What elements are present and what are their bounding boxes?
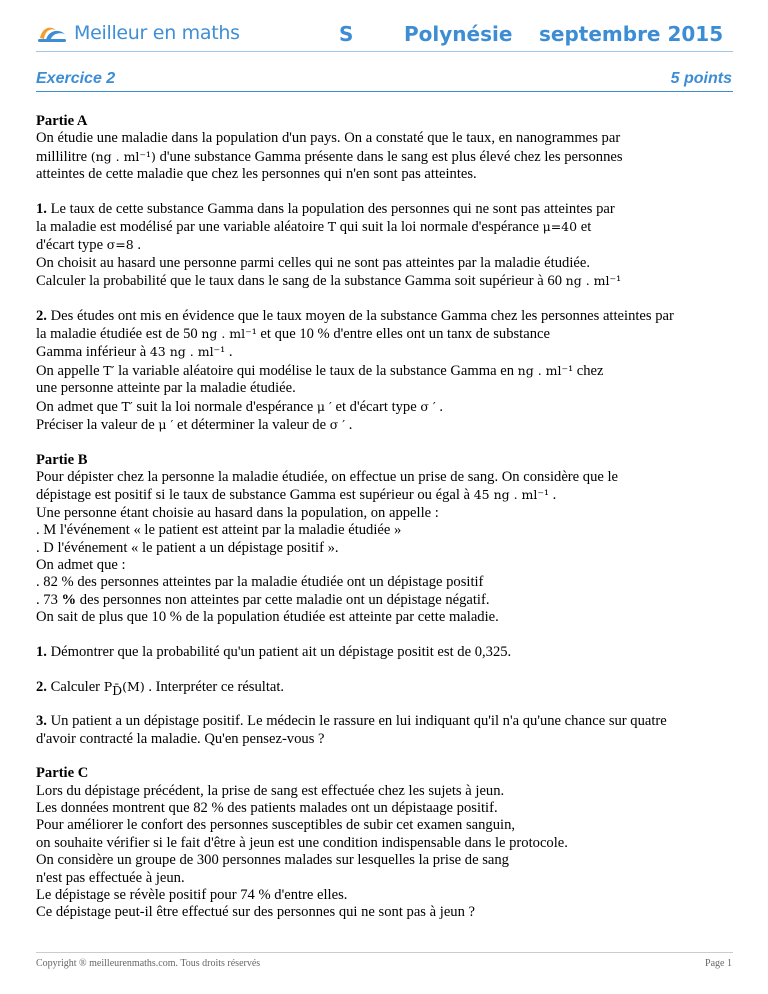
part-b-line-7: . 82 % des personnes atteintes par la maladie étudiée ont un dépistage positif xyxy=(36,574,484,591)
part-a-q1-line-5: Calculer la probabilité que le taux dans le sang de la substance Gamma soit supérieur à 60 ng . ml⁻¹ xyxy=(36,273,622,290)
part-c-line-4: on souhaite vérifier si le fait d'être à jeun est une condition indispensable dans le protocole. xyxy=(36,834,568,851)
part-b-title: Partie B xyxy=(36,451,88,468)
part-a-q2-line-3: Gamma inférieur à 43 ng . ml⁻¹ . xyxy=(36,344,233,361)
header-divider xyxy=(36,51,733,52)
part-c-title: Partie C xyxy=(36,765,89,782)
exercise-content xyxy=(36,113,736,922)
exercise-title: Exercice 2 xyxy=(36,70,116,87)
part-b-line-8: . 73 % des personnes non atteintes par cette maladie ont un dépistage négatif. xyxy=(36,591,490,608)
part-a-title: Partie A xyxy=(36,113,88,129)
part-c-line-8: Ce dépistage peut-il être effectué sur des personnes qui ne sont pas à jeun ? xyxy=(36,904,476,921)
part-a-q2-line-1: 2. Des études ont mis en évidence que le taux moyen de la substance Gamma chez les personnes atteintes par xyxy=(36,307,674,324)
part-b-line-9: On sait de plus que 10 % de la population étudiée est atteinte par cette maladie. xyxy=(36,609,499,626)
logo-icon xyxy=(36,22,68,44)
page-header xyxy=(36,18,733,54)
part-b-q3-line-2: d'avoir contracté la maladie. Qu'en pensez-vous ? xyxy=(36,730,325,747)
part-a-q2-line-4: On appelle T′ la variable aléatoire qui modélise le taux de la substance Gamma en ng . ml⁻¹ chez xyxy=(36,362,604,379)
part-b-q1: 1. Démontrer que la probabilité qu'un patient ait un dépistage positit est de 0,325. xyxy=(36,643,512,660)
part-a-intro-3: atteintes de cette maladie que chez les personnes qui n'en sont pas atteintes. xyxy=(36,166,477,183)
part-b-q2: 2. Calculer $P_{D̄}(M)$ . Interpréter ce résultat. xyxy=(36,678,285,698)
part-a-q1-line-2: la maladie est modélisé par une variable aléatoire T qui suit la loi normale d'espérance μ=40 et xyxy=(36,219,592,236)
part-a-q1-line-4: On choisit au hasard une personne parmi celles qui ne sont pas atteintes par la maladie étudiée. xyxy=(36,254,590,271)
logo-text: Meilleur en maths xyxy=(74,22,240,44)
part-b-line-2: dépistage est positif si le taux de substance Gamma est supérieur ou égal à 45 ng . ml⁻¹ . xyxy=(36,487,557,504)
part-a-q2-line-6: On admet que T′ suit la loi normale d'espérance μ ′ et d'écart type σ ′ . xyxy=(36,398,444,415)
part-c-line-2: Les données montrent que 82 % des patients malades ont un dépistaage positif. xyxy=(36,800,498,816)
part-a-q2-line-5: une personne atteinte par la maladie étudiée. xyxy=(36,380,296,397)
part-a-q1-line-3: d'écart type σ=8 . xyxy=(36,237,141,254)
part-a-intro-2: millilitre (ng . ml⁻¹) d'une substance Gamma présente dans le sang est plus élevé chez les personnes xyxy=(36,148,623,165)
footer-copyright: Copyright ® meilleurenmaths.com. Tous droits réservés xyxy=(36,958,261,969)
part-a-intro-1: On étudie une maladie dans la population d'un pays. On a constaté que le taux, en nanogrammes par xyxy=(36,130,621,147)
header-place: Polynésie xyxy=(404,22,513,46)
part-a-q2-line-2: la maladie étudiée est de 50 ng . ml⁻¹ et que 10 % d'entre elles ont un tanx de substance xyxy=(36,326,550,343)
part-b-q3-line-1: 3. Un patient a un dépistage positif. Le médecin le rassure en lui indiquant qu'il n'a qu'une chance sur quatre xyxy=(36,713,667,730)
exercise-points: 5 points xyxy=(670,70,732,87)
exercise-divider xyxy=(36,91,733,92)
header-session: septembre 2015 xyxy=(539,22,724,46)
part-c-line-7: Le dépistage se révèle positif pour 74 % d'entre elles. xyxy=(36,887,348,904)
part-c-line-3: Pour améliorer le confort des personnes susceptibles de subir cet examen sanguin, xyxy=(36,817,516,834)
part-b-line-6: On admet que : xyxy=(36,556,126,573)
part-b-line-5: . D l'événement « le patient a un dépistage positif ». xyxy=(36,539,339,556)
part-c-line-5: On considère un groupe de 300 personnes malades sur lesquelles la prise de sang xyxy=(36,852,509,869)
part-b-line-1: Pour dépister chez la personne la maladie étudiée, on effectue un prise de sang. On considère que le xyxy=(36,468,619,485)
part-c-line-6: n'est pas effectuée à jeun. xyxy=(36,869,185,886)
part-a-q2-line-7: Préciser la valeur de μ ′ et déterminer la valeur de σ ′ . xyxy=(36,417,353,434)
logo xyxy=(36,22,240,44)
part-b-line-3: Une personne étant choisie au hasard dans la population, on appelle : xyxy=(36,504,439,521)
part-b-line-4: . M l'événement « le patient est atteint par la maladie étudiée » xyxy=(36,522,402,539)
footer-divider xyxy=(36,952,733,953)
header-series: S xyxy=(339,22,354,46)
footer-page-number: Page 1 xyxy=(705,958,732,969)
part-a-q1-line-1: 1. Le taux de cette substance Gamma dans la population des personnes qui ne sont pas atteintes par xyxy=(36,200,615,217)
part-c-line-1: Lors du dépistage précédent, la prise de sang est effectuée chez les sujets à jeun. xyxy=(36,782,505,799)
